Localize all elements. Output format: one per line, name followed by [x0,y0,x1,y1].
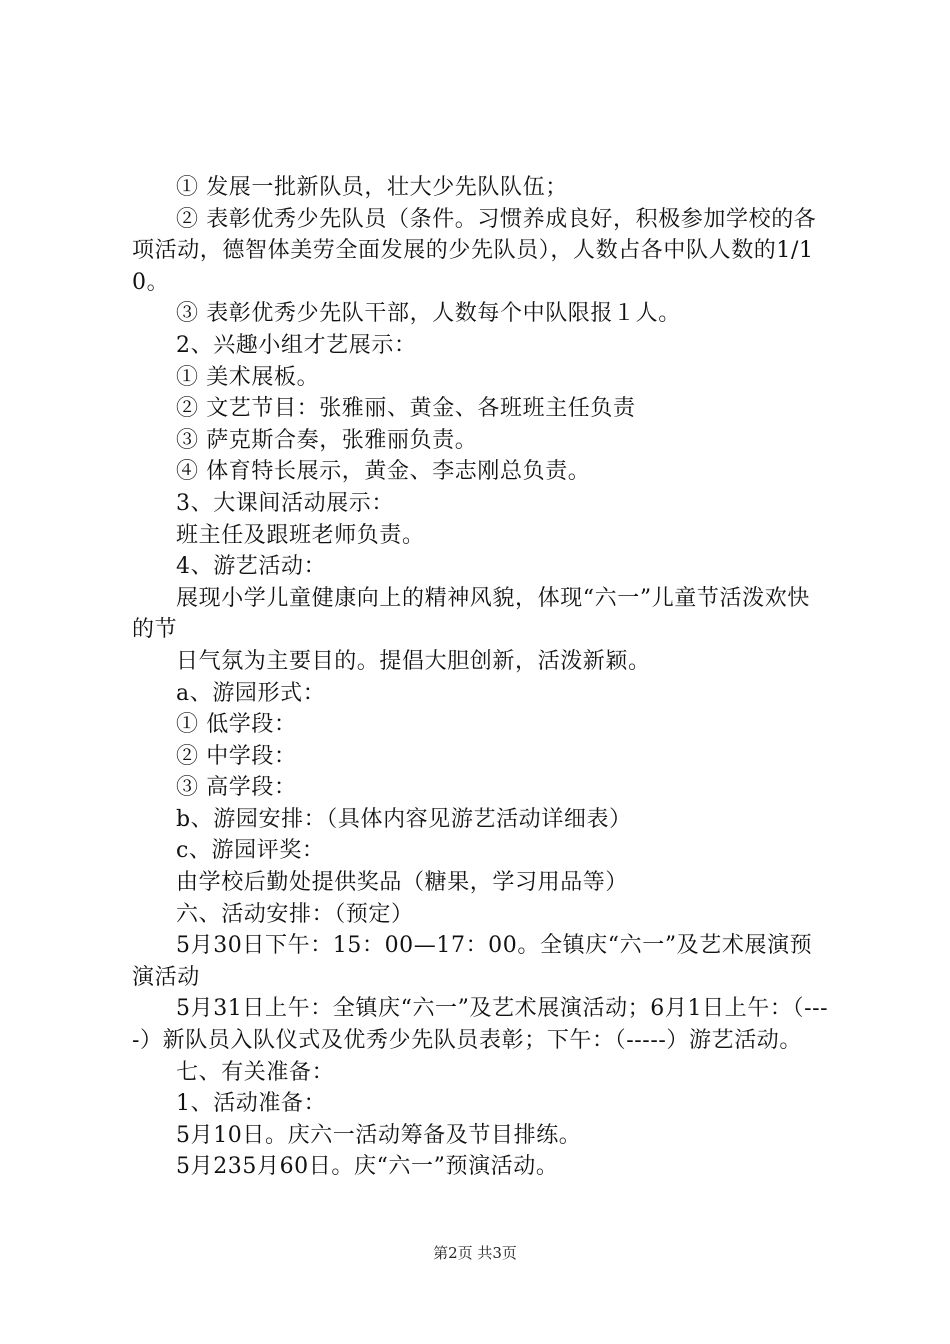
paragraph-prizes: 由学校后勤处提供奖品（糖果，学习用品等） [176,870,629,896]
paragraph-performances: ② 文艺节目：张雅丽、黄金、各班班主任负责 [176,396,636,422]
paragraph-may-10: 5月10日。庆六一活动筹备及节目排练。 [176,1122,582,1148]
heading-recess-activities: 3、大课间活动展示： [176,490,394,516]
heading-activity-preparation: 1、活动准备： [176,1091,327,1117]
paragraph-saxophone: ③ 萨克斯合奏，张雅丽负责。 [176,427,478,453]
document-body [132,172,832,1183]
paragraph-sports: ④ 体育特长展示，黄金、李志刚总负责。 [176,459,591,485]
paragraph-middle-grades: ② 中学段： [176,743,297,769]
paragraph-games-purpose-cont: 日气氛为主要目的。提倡大胆创新，活泼新颖。 [176,648,651,674]
heading-games: 4、游艺活动： [176,554,327,580]
paragraph-art-boards: ① 美术展板。 [176,364,320,390]
heading-garden-arrangement: b、游园安排：（具体内容见游艺活动详细表） [176,806,632,832]
heading-schedule: 六、活动安排：（预定） [176,901,414,927]
paragraph-recruit-new-members: ① 发展一批新队员，壮大少先队队伍； [176,175,568,200]
heading-talent-show: 2、兴趣小组才艺展示： [176,332,417,358]
paragraph-commend-cadres: ③ 表彰优秀少先队干部，人数每个中队限报１人。 [176,301,681,327]
heading-garden-format: a、游园形式： [176,680,326,706]
paragraph-rehearsal: 5月235月60日。庆“六一”预演活动。 [176,1154,559,1180]
paragraph-upper-grades: ③ 高学段： [176,775,297,801]
paragraph-games-purpose: 展现小学儿童健康向上的精神风貌，体现“六一”儿童节活泼欢快的节 [132,585,810,643]
paragraph-recess-responsibility: 班主任及跟班老师负责。 [176,522,425,548]
paragraph-lower-grades: ① 低学段： [176,712,297,738]
heading-garden-awards: c、游园评奖： [176,838,325,864]
paragraph-may-30: 5月30日下午：15：00—17：00。全镇庆“六一”及艺术展演预演活动 [132,933,813,990]
paragraph-may-31-june-1: 5月31日上午：全镇庆“六一”及艺术展演活动；6月1日上午：（----）新队员入队仪式及优秀少先队员表彰；下午：（-----）游艺活动。 [132,996,829,1054]
page-footer: 第2页 共3页 [433,1244,517,1262]
paragraph-commend-outstanding-members: ② 表彰优秀少先队员（条件。习惯养成良好，积极参加学校的各项活动，德智体美劳全面发展的少先队员），人数占各中队人数的1/10。 [132,206,817,295]
heading-preparations: 七、有关准备： [176,1059,335,1085]
